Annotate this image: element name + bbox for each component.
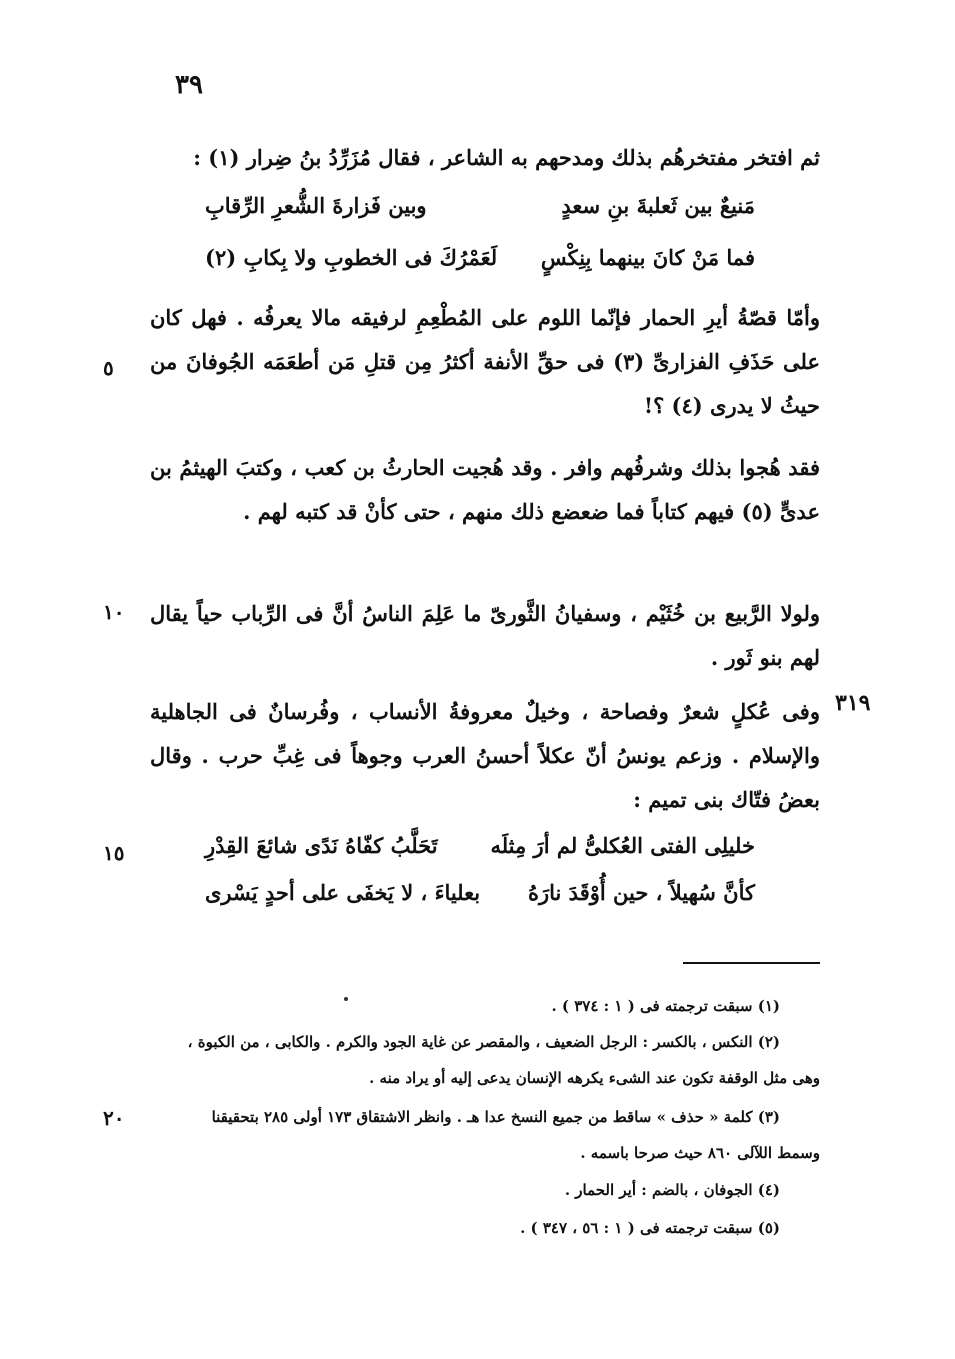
line-number: ٢٠: [103, 1106, 125, 1130]
verse-2-first-hemistich: فما مَنْ كانَ بينهما بِنِكْسٍ: [540, 245, 755, 270]
footnote-5: (٥) سبقت ترجمته فى ( ١ : ٥٦ ، ٣٤٧ ) .: [520, 1219, 780, 1237]
verse-4-second-hemistich: بعلياءَ ، لا يَخفَى على أحدٍ يَسْرى: [205, 880, 481, 905]
line-number: ٥: [103, 356, 114, 380]
paragraph-hija: فقد هُجوا بذلك وشرفُهم وافر . وقد هُجيت الحارثُ بن كعب ، وكتبَ الهيثمُ بن عدىٍّ (٥) فيهم كتاباً فما ضعضع ذلك منهم ، حتى كأنْ قد كتبه لهم .: [150, 455, 820, 524]
line-number: ١٥: [103, 841, 125, 865]
verse-3-first-hemistich: خليلِى الفتى العُكلىُّ لم أرَ مِثلَه: [490, 833, 755, 858]
footnote-divider: [683, 962, 820, 964]
paragraph-rabi: ولولا الرَّبيع بن خُثَيْم ، وسفيانُ الثَّورىّ ما عَلِمَ الناسُ أنَّ فى الرِّباب حياً يقال لهم بنو ثَور .: [150, 601, 820, 670]
page-number: ٣٩: [175, 70, 203, 100]
margin-page-reference: ٣١٩: [835, 690, 871, 716]
footnote-2-continuation: وهى مثل الوقفة تكون عند الشىء يكرهه الإنسان يدعى إليه أو يراد منه .: [369, 1069, 820, 1087]
footnote-3: (٣) كلمة « حذف » ساقط من جميع النسخ عدا هـ . وانظر الاشتقاق ١٧٣ أولى ٢٨٥ بتحقيقنا: [211, 1108, 780, 1126]
paragraph-ayr-al-himar: وأمّا قصّةُ أيرِ الحمار فإنّما اللوم على المُطْعِمِ لرفيقه مالا يعرفُه . فهل كان على حَذَفِ الفزارىِّ (٣) فى حقِّ الأنفة أكثرُ مِن قتلِ مَن أطعَمَه الجُوفانَ من حيثُ لا يدرى (٤) ؟!: [150, 305, 821, 418]
footnote-4: (٤) الجوفان ، بالضم : أير الحمار .: [564, 1181, 780, 1199]
footnote-2: (٢) النكس ، بالكسر : الرجل الضعيف ، والمقصر عن غاية الجود والكرم . والكابى ، من الكبوة ،: [187, 1033, 780, 1051]
verse-2-second-hemistich: لَعَمْرُكَ فى الخطوبِ ولا بِكابِ (٢): [205, 245, 498, 270]
footnote-1: (١) سبقت ترجمته فى ( ١ : ٣٧٤ ) .: [551, 997, 780, 1015]
intro-line: ثم افتخر مفتخرهُم بذلك ومدحهم به الشاعر ، فقال مُزَرِّدُ بنُ ضِرار (١) :: [193, 145, 820, 170]
verse-1-second-hemistich: وبين فَزارةَ الشُّعرِ الرِّقابِ: [205, 193, 427, 218]
line-number: ١٠: [103, 600, 125, 624]
verse-3-second-hemistich: تَحَلَّبُ كفّاهُ نَدًى شائعَ القِدْرِ: [205, 833, 438, 858]
paragraph-ukl: وفى عُكلٍ شعرٌ وفصاحة ، وخيلٌ معروفةُ الأنساب ، وفُرسانٌ فى الجاهلية والإسلام . وزعم يونسُ أنّ عكلاً أحسنُ العرب وجوهاً فى غِبِّ حرب . وقال بعضُ فتّاك بنى تميم :: [150, 699, 820, 812]
verse-4-first-hemistich: كأنَّ سُهيلاً ، حين أُوْقَدَ نارَهُ: [527, 880, 755, 905]
verse-1-first-hemistich: مَنيعٌ بين ثَعلبةَ بنِ سعدٍ: [561, 193, 755, 218]
footnote-3-continuation: وسمط اللآلى ٨٦٠ حيث صرحا باسمه .: [580, 1144, 820, 1162]
